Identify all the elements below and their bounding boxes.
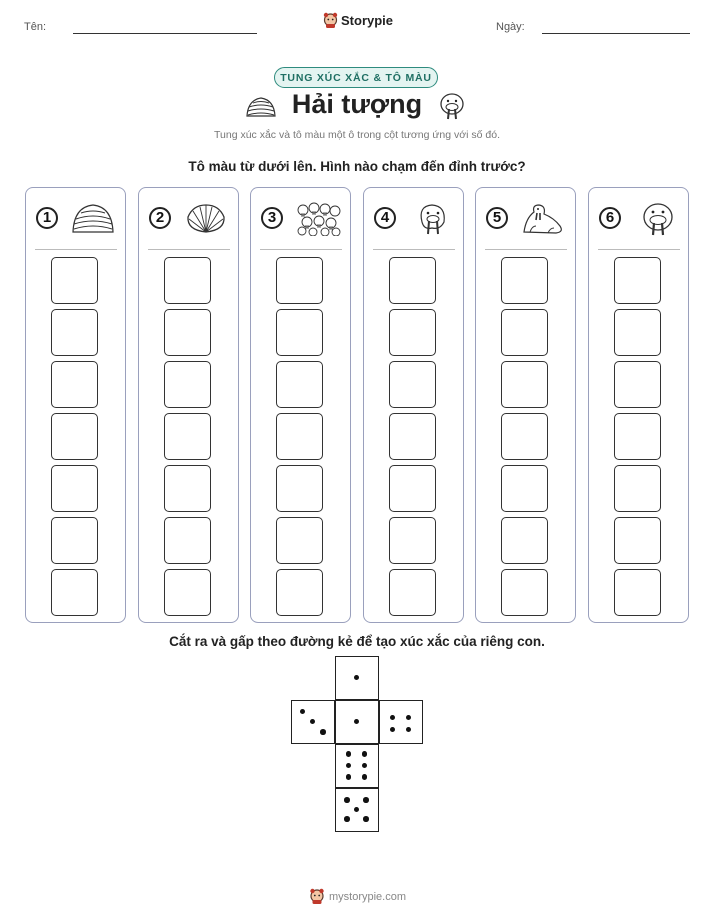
seashell-icon: [183, 202, 229, 236]
die-face: [291, 700, 335, 744]
die-pip: [310, 719, 316, 725]
color-cell[interactable]: [614, 465, 661, 512]
column-divider: [598, 249, 680, 250]
cell-stack: [389, 257, 436, 621]
die-pip: [346, 751, 352, 757]
color-cell[interactable]: [614, 413, 661, 460]
color-cell[interactable]: [501, 413, 548, 460]
rock-pile-icon: [70, 202, 116, 236]
column-2: [138, 187, 239, 623]
die-face: [335, 656, 379, 700]
die-pip: [354, 719, 360, 725]
die-pip: [354, 675, 360, 681]
column-divider: [35, 249, 117, 250]
column-divider: [485, 249, 567, 250]
color-cell[interactable]: [51, 309, 98, 356]
cell-stack: [164, 257, 211, 621]
color-cell[interactable]: [389, 309, 436, 356]
column-number: 1: [36, 207, 58, 229]
color-cell[interactable]: [51, 257, 98, 304]
die-face: [379, 700, 423, 744]
color-cell[interactable]: [614, 257, 661, 304]
column-1: [25, 187, 126, 623]
die-pip: [344, 816, 350, 822]
die-face: [335, 788, 379, 832]
mascot-icon: [309, 888, 325, 905]
date-label: Ngày:: [496, 21, 525, 33]
color-cell[interactable]: [276, 569, 323, 616]
column-header: [36, 202, 118, 238]
column-header: [486, 202, 568, 238]
color-cell[interactable]: [51, 465, 98, 512]
brand-logo: [323, 12, 393, 29]
die-pip: [406, 715, 412, 721]
color-cell[interactable]: [501, 517, 548, 564]
column-4: [363, 187, 464, 623]
die-pip: [406, 727, 412, 733]
color-cell[interactable]: [276, 309, 323, 356]
column-number: 2: [149, 207, 171, 229]
color-cell[interactable]: [276, 465, 323, 512]
color-cell[interactable]: [389, 517, 436, 564]
color-cell[interactable]: [164, 569, 211, 616]
column-5: [475, 187, 576, 623]
color-cell[interactable]: [501, 569, 548, 616]
die-pip: [390, 727, 396, 733]
cut-instruction: Cắt ra và gấp theo đường kẻ để tạo xúc xắc của riêng con.: [169, 634, 545, 649]
column-header: [149, 202, 231, 238]
color-cell[interactable]: [614, 361, 661, 408]
color-cell[interactable]: [276, 413, 323, 460]
color-cell[interactable]: [164, 309, 211, 356]
die-pip: [362, 774, 368, 780]
date-line[interactable]: [542, 33, 690, 34]
color-cell[interactable]: [276, 257, 323, 304]
column-number: 6: [599, 207, 621, 229]
color-cell[interactable]: [614, 569, 661, 616]
color-cell[interactable]: [276, 517, 323, 564]
color-cell[interactable]: [51, 569, 98, 616]
color-cell[interactable]: [614, 309, 661, 356]
color-cell[interactable]: [164, 465, 211, 512]
column-header: [261, 202, 343, 238]
color-cell[interactable]: [164, 361, 211, 408]
column-6: [588, 187, 689, 623]
color-cell[interactable]: [614, 517, 661, 564]
die-pip: [363, 797, 369, 803]
column-divider: [260, 249, 342, 250]
die-pip: [346, 763, 352, 769]
die-pip: [346, 774, 352, 780]
color-cell[interactable]: [51, 361, 98, 408]
die-pip: [362, 763, 368, 769]
color-cell[interactable]: [164, 257, 211, 304]
color-cell[interactable]: [164, 517, 211, 564]
die-pip: [320, 729, 326, 735]
color-cell[interactable]: [51, 413, 98, 460]
color-cell[interactable]: [501, 465, 548, 512]
walrus-head-icon: [437, 91, 467, 121]
die-pip: [362, 751, 368, 757]
color-cell[interactable]: [501, 257, 548, 304]
color-cell[interactable]: [389, 413, 436, 460]
color-cell[interactable]: [164, 413, 211, 460]
column-number: 3: [261, 207, 283, 229]
die-face: [335, 744, 379, 788]
page-title: Hải tượng: [291, 89, 423, 119]
die-pip: [354, 807, 360, 813]
color-cell[interactable]: [276, 361, 323, 408]
column-header: [374, 202, 456, 238]
color-cell[interactable]: [501, 309, 548, 356]
cell-stack: [276, 257, 323, 621]
worksheet-type-badge: TUNG XÚC XẮC & TÔ MÀU: [274, 67, 438, 88]
walrus-herd-icon: [295, 202, 341, 236]
mascot-icon: [323, 12, 338, 29]
die-pip: [390, 715, 396, 721]
walrus-head-icon: [633, 202, 679, 236]
column-number: 4: [374, 207, 396, 229]
coloring-instruction: Tô màu từ dưới lên. Hình nào chạm đến đỉnh trước?: [188, 159, 526, 174]
name-label: Tên:: [24, 21, 47, 33]
color-cell[interactable]: [389, 465, 436, 512]
column-header: [599, 202, 681, 238]
footer: [309, 888, 406, 905]
die-face: [335, 700, 379, 744]
color-cell[interactable]: [389, 361, 436, 408]
color-cell[interactable]: [51, 517, 98, 564]
brand-name: Storypie: [341, 13, 394, 28]
walrus-face-icon: [408, 202, 454, 236]
color-cell[interactable]: [389, 569, 436, 616]
cell-stack: [51, 257, 98, 621]
footer-url[interactable]: mystorypie.com: [329, 890, 407, 903]
column-number: 5: [486, 207, 508, 229]
column-divider: [148, 249, 230, 250]
die-pip: [300, 709, 306, 715]
die-pip: [363, 816, 369, 822]
cell-stack: [614, 257, 661, 621]
walrus-icon: [520, 202, 566, 236]
column-divider: [373, 249, 455, 250]
column-3: [250, 187, 351, 623]
color-cell[interactable]: [389, 257, 436, 304]
page-subtitle: Tung xúc xắc và tô màu một ô trong cột tương ứng với số đó.: [214, 129, 500, 141]
cell-stack: [501, 257, 548, 621]
color-cell[interactable]: [501, 361, 548, 408]
die-pip: [344, 797, 350, 803]
name-line[interactable]: [73, 33, 257, 34]
